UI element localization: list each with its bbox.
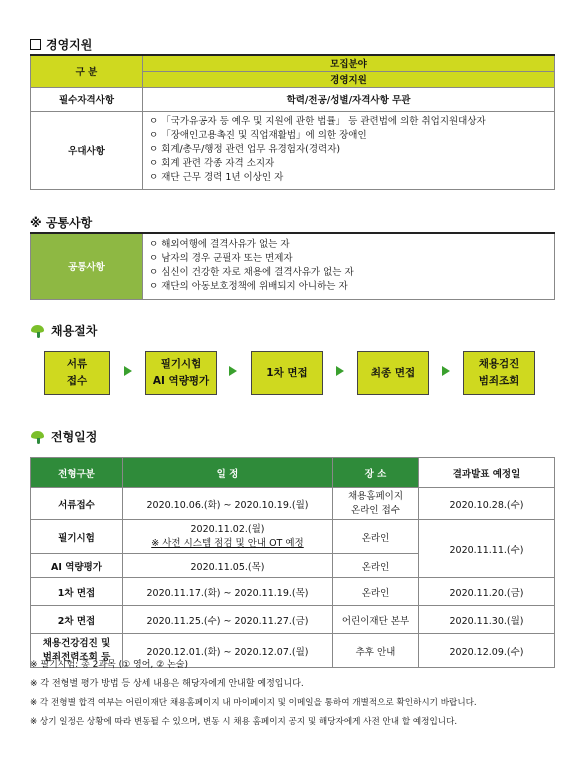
header-sub: 경영지원 xyxy=(143,71,555,87)
arrow-right-icon xyxy=(442,366,450,376)
section4-title: 전형일정 xyxy=(51,430,98,444)
note-line: ※ 상기 일정은 상황에 따라 변동될 수 있으며, 변동 시 채용 홈페이지 공지 및 해당자에게 사전 안내 할 예정입니다. xyxy=(30,717,458,727)
date-note: ※ 사전 시스템 점검 및 안내 OT 예정 xyxy=(151,537,304,549)
notes xyxy=(30,656,477,732)
stage-cell: 2차 면접 xyxy=(31,606,123,634)
note-line: ※ 각 전형별 합격 여부는 어린이재단 채용홈페이지 내 마이페이지 및 이메일을 통하여 개별적으로 확인하시기 바랍니다. xyxy=(30,698,477,708)
common-item: ㅇ 심신이 건강한 자로 채용에 결격사유가 없는 자 xyxy=(149,267,354,279)
req-value: 학력/전공/성별/자격사항 무관 xyxy=(143,87,555,111)
pref-item: ㅇ 회계/총무/행정 관련 업무 유경험자(경력자) xyxy=(149,144,341,155)
stage-line: 범죄전력조회 등 xyxy=(42,651,111,663)
place-cell: 온라인 xyxy=(333,520,419,554)
place-cell: 온라인 xyxy=(333,578,419,606)
common-item: ㅇ 남자의 경우 군필자 또는 면제자 xyxy=(149,253,293,265)
leaf-icon xyxy=(30,430,46,444)
schedule-table xyxy=(30,457,555,668)
place-line: 채용홈페이지 xyxy=(347,490,404,502)
square-icon xyxy=(30,39,41,50)
pref-item: ㅇ 재단 근무 경력 1년 이상인 자 xyxy=(149,172,284,183)
header-top: 모집분야 xyxy=(143,55,555,71)
col-header: 일 정 xyxy=(123,458,333,488)
note-line: ※ 각 전형별 평가 방법 등 상세 내용은 해당자에게 안내할 예정입니다. xyxy=(30,679,304,689)
result-cell: 2020.11.20.(금) xyxy=(419,578,555,606)
step-line: 채용검진 xyxy=(478,358,520,370)
pref-item: ㅇ 회계 관련 각종 자격 소지자 xyxy=(149,158,275,169)
place-cell xyxy=(333,488,419,520)
table-row xyxy=(31,606,555,634)
step-line: 1차 면접 xyxy=(266,366,308,379)
stage-cell: 1차 면접 xyxy=(31,578,123,606)
step-health-check xyxy=(463,351,535,395)
date-cell: 2020.11.05.(목) xyxy=(123,554,333,578)
result-cell: 2020.12.09.(수) xyxy=(419,634,555,668)
step-first-interview xyxy=(251,351,323,395)
common-cell xyxy=(143,233,555,299)
step-document xyxy=(44,351,110,395)
result-cell: 2020.11.11.(수) xyxy=(419,520,555,578)
stage-cell: 필기시험 xyxy=(31,520,123,554)
pref-item: ㅇ 「장애인고용촉진 및 직업재활법」에 의한 장애인 xyxy=(149,130,367,141)
pref-cell xyxy=(143,111,555,189)
arrow-right-icon xyxy=(124,366,132,376)
date-cell: 2020.12.01.(화) ~ 2020.12.07.(월) xyxy=(123,634,333,668)
pref-label: 우대사항 xyxy=(31,111,143,189)
common-item: ㅇ 재단의 아동보호정책에 위배되지 아니하는 자 xyxy=(149,281,348,293)
section3-title: 채용절차 xyxy=(51,324,98,338)
step-line: 서류 xyxy=(66,358,88,370)
table-row xyxy=(31,488,555,520)
leaf-icon xyxy=(30,324,46,338)
section1-title: 경영지원 xyxy=(46,38,93,52)
place-cell: 어린이재단 본부 xyxy=(333,606,419,634)
date-cell xyxy=(123,520,333,554)
arrow-right-icon xyxy=(229,366,237,376)
result-cell: 2020.10.28.(수) xyxy=(419,488,555,520)
step-written xyxy=(145,351,217,395)
stage-cell: AI 역량평가 xyxy=(31,554,123,578)
date-cell: 2020.10.06.(화) ~ 2020.10.19.(월) xyxy=(123,488,333,520)
pref-item: ㅇ 「국가유공자 등 예우 및 지원에 관한 법률」 등 관련법에 의한 취업지원대상자 xyxy=(149,116,486,127)
section2-heading xyxy=(30,214,92,231)
common-item: ㅇ 해외여행에 결격사유가 없는 자 xyxy=(149,239,290,251)
date-line: 2020.11.02.(월) xyxy=(190,523,265,535)
note-line: ※ 필기시험: 총 2과목 (① 영어, ② 논술) xyxy=(30,660,188,670)
step-line: AI 역량평가 xyxy=(152,375,210,387)
result-cell: 2020.11.30.(월) xyxy=(419,606,555,634)
date-cell: 2020.11.17.(화) ~ 2020.11.19.(목) xyxy=(123,578,333,606)
arrow-right-icon xyxy=(336,366,344,376)
step-final-interview xyxy=(357,351,429,395)
step-line: 범죄조회 xyxy=(478,375,520,387)
section2-title: ※ 공통사항 xyxy=(30,216,93,230)
section4-heading xyxy=(30,428,97,445)
recruit-field-table xyxy=(30,54,555,190)
stage-cell: 서류접수 xyxy=(31,488,123,520)
req-label: 필수자격사항 xyxy=(31,87,143,111)
col-header: 전형구분 xyxy=(31,458,123,488)
col-header: 결과발표 예정일 xyxy=(419,458,555,488)
date-cell: 2020.11.25.(수) ~ 2020.11.27.(금) xyxy=(123,606,333,634)
section1-heading xyxy=(30,36,92,53)
place-cell: 온라인 xyxy=(333,554,419,578)
common-label: 공통사항 xyxy=(31,233,143,299)
place-line: 온라인 접수 xyxy=(351,504,400,516)
step-line: 필기시험 xyxy=(160,358,202,370)
header-label: 구 분 xyxy=(31,55,143,87)
common-table xyxy=(30,232,555,300)
step-line: 접수 xyxy=(66,375,88,387)
place-cell: 추후 안내 xyxy=(333,634,419,668)
col-header: 장 소 xyxy=(333,458,419,488)
section3-heading xyxy=(30,322,97,339)
step-line: 최종 면접 xyxy=(370,366,416,379)
table-row xyxy=(31,520,555,554)
stage-line: 채용건강검진 및 xyxy=(42,637,111,649)
table-row xyxy=(31,578,555,606)
